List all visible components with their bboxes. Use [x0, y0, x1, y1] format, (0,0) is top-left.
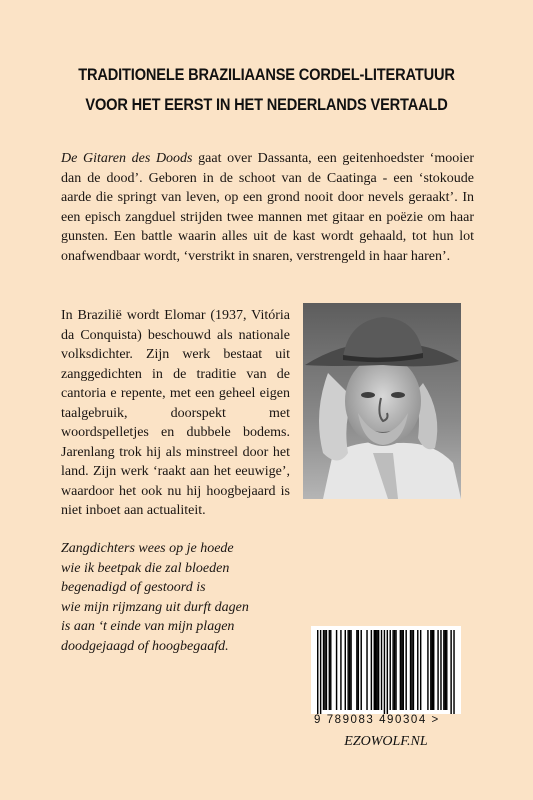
barcode-bar	[445, 630, 446, 710]
author-bio: In Brazilië wordt Elomar (1937, Vitória da Conquista) beschouwd als nationale volksdichter. Zijn werk bestaat uit zanggedichten in de traditie van de cantoria e repente, met een geheel eigen taalgebruik, doorspekt met woordspelletjes en dubbele bodems. Jarenlang trok hij als minstreel door het land. Zijn werk ‘raakt aan het eeuwige’, waardoor het ook nu hij hoogbejaard is niet inboet aan actualiteit.	[61, 308, 290, 518]
barcode-bar	[375, 630, 376, 710]
poem-line: doodgejaagd of hoogbegaafd.	[61, 638, 229, 654]
barcode-bar	[446, 630, 447, 710]
barcode-bar	[403, 630, 404, 710]
barcode-bar	[420, 630, 421, 710]
barcode-bar	[349, 630, 350, 710]
barcode-bar	[320, 630, 321, 714]
barcode-bar	[366, 630, 367, 710]
poem-line: begenadigd of gestoord is	[61, 580, 206, 595]
barcode-bar	[387, 630, 388, 714]
barcode-bar	[413, 630, 414, 710]
barcode-bar	[450, 630, 451, 714]
barcode-bar	[323, 630, 324, 710]
barcode-bar	[453, 630, 454, 714]
poem-line: wie ik beetpak die zal bloeden	[61, 560, 230, 576]
headline	[37, 60, 495, 120]
barcode-bar	[430, 630, 431, 710]
barcode-bar	[376, 630, 377, 710]
barcode-bar	[350, 630, 351, 710]
barcode-bar	[374, 630, 375, 710]
headline-line-1: TRADITIONELE BRAZILIAANSE CORDEL-LITERATUUR	[78, 65, 455, 84]
barcode-bar	[432, 630, 433, 710]
barcode-bar	[356, 630, 357, 710]
barcode-bar	[345, 630, 346, 710]
poem-line: wie mijn rijmzang uit durft dagen	[61, 599, 249, 615]
barcode-bar	[358, 630, 359, 710]
barcode-bar	[411, 630, 412, 710]
book-title: De Gitaren des Doods	[61, 151, 193, 166]
intro-text: gaat over Dassanta, een geitenhoedster ‘mooier dan de dood’. Geboren in de schoot van de Caatinga - een ‘stokoude aarde die springt van leven, op een grond nooit door nevels geraakt’. In een episch zangduel strijden twee mannen met gitaar en poëzie om haar gunsten. Een battle waarin alles uit de kast wordt gehaald, tot hun lot onafwendbaar wordt, ‘verstrikt in snaren, verstrengeld in haar haren’.	[61, 151, 474, 264]
isbn-barcode	[311, 626, 461, 714]
headline-line-2: VOOR HET EERST IN HET NEDERLANDS VERTAALD	[85, 95, 448, 114]
barcode-bar	[330, 630, 331, 710]
publisher-website: EZOWOLF.NL	[344, 734, 428, 749]
barcode-bar	[371, 630, 372, 710]
barcode-bar	[394, 630, 395, 710]
barcode-bar	[401, 630, 402, 710]
barcode-bar	[347, 630, 348, 710]
barcode-bar	[378, 630, 379, 710]
barcode-bar	[381, 630, 382, 710]
barcode-bar	[440, 630, 441, 710]
barcode-bar	[384, 630, 385, 714]
poem-line: is aan ‘t einde van mijn plagen	[61, 619, 235, 634]
barcode-bar	[324, 630, 325, 710]
barcode-bar	[326, 630, 327, 710]
barcode-bar	[417, 630, 418, 710]
barcode-bar	[317, 630, 318, 714]
poem	[61, 539, 321, 656]
isbn-digits: 9 789083 490304 >	[314, 714, 440, 726]
barcode-bars	[311, 626, 461, 714]
barcode-bar	[329, 630, 330, 710]
barcode-bar	[443, 630, 444, 710]
poem-line: Zangdichters wees op je hoede	[61, 541, 234, 556]
barcode-bar	[410, 630, 411, 710]
barcode-bar	[390, 630, 391, 710]
intro-paragraph	[61, 149, 474, 266]
barcode-bar	[361, 630, 362, 710]
barcode-bar	[433, 630, 434, 710]
barcode-bar	[340, 630, 341, 710]
author-photo	[303, 303, 461, 499]
barcode-bar	[427, 630, 428, 710]
barcode-bar	[336, 630, 337, 710]
barcode-bar	[437, 630, 438, 710]
barcode-bar	[392, 630, 393, 710]
barcode-bar	[395, 630, 396, 710]
barcode-bar	[405, 630, 406, 710]
barcode-bar	[400, 630, 401, 710]
